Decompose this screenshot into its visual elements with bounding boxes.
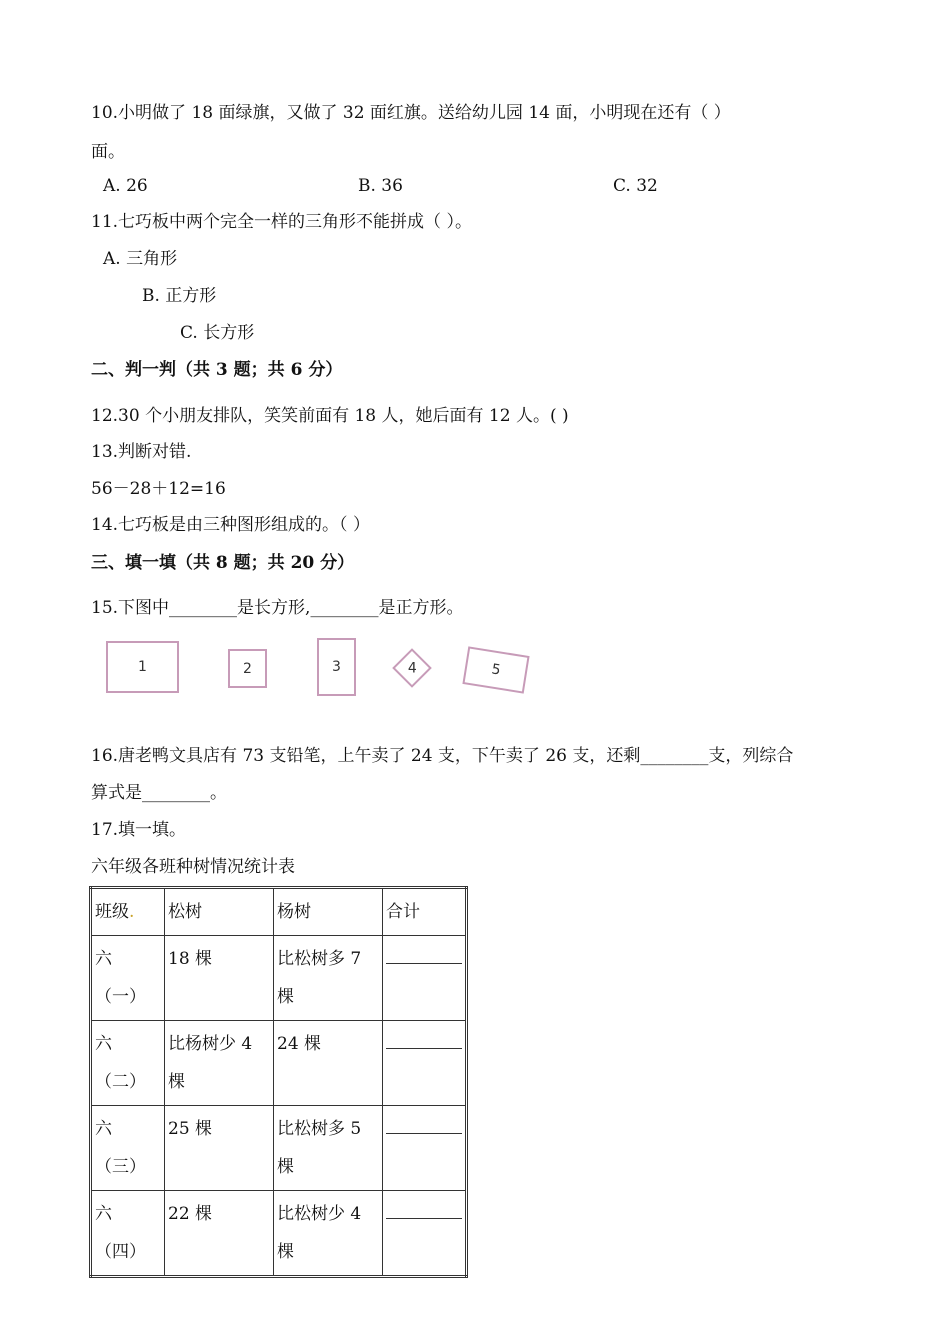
table-row	[91, 1191, 467, 1277]
pine-cell: 18 棵	[165, 936, 274, 1021]
total-blank[interactable]	[383, 936, 467, 1021]
q16-text: 16.唐老鸭文具店有 73 支铅笔，上午卖了 24 支，下午卖了 26 支，还剩________支，列综合	[91, 746, 794, 766]
header-class: 班级.	[91, 888, 165, 936]
q11-option-a: A. 三角形	[103, 249, 178, 269]
q16-text-cont: 算式是________。	[91, 783, 227, 803]
q17-table-title: 六年级各班种树情况统计表	[91, 857, 295, 877]
q17-text: 17.填一填。	[91, 820, 187, 840]
total-blank[interactable]	[383, 1191, 467, 1277]
header-total: 合计	[383, 888, 467, 936]
poplar-cell: 比松树多 5 棵	[274, 1106, 383, 1191]
shape-3-rectangle: 3	[317, 638, 356, 696]
class-cell: 六 （二）	[91, 1021, 165, 1106]
table-row	[91, 936, 467, 1021]
pine-cell: 22 棵	[165, 1191, 274, 1277]
q10-text: 10.小明做了 18 面绿旗，又做了 32 面红旗。送给幼儿园 14 面，小明现在还有（ ）	[91, 103, 731, 123]
total-blank[interactable]	[383, 1106, 467, 1191]
header-poplar: 杨树	[274, 888, 383, 936]
class-cell: 六 （一）	[91, 936, 165, 1021]
table-row	[91, 1106, 467, 1191]
q11-text: 11.七巧板中两个完全一样的三角形不能拼成（ ）。	[91, 212, 472, 232]
table-row	[91, 1021, 467, 1106]
q10-text-cont: 面。	[91, 142, 125, 162]
poplar-cell: 24 棵	[274, 1021, 383, 1106]
class-cell: 六 （四）	[91, 1191, 165, 1277]
q10-option-a: A. 26	[103, 176, 148, 196]
q15-text: 15.下图中________是长方形,________是正方形。	[91, 598, 464, 618]
shape-5-tilted-rectangle: 5	[462, 646, 529, 693]
pine-cell: 25 棵	[165, 1106, 274, 1191]
q12-text: 12.30 个小朋友排队，笑笑前面有 18 人，她后面有 12 人。( )	[91, 406, 569, 426]
q10-option-b: B. 36	[358, 176, 403, 196]
q10-option-c: C. 32	[613, 176, 658, 196]
q11-option-c: C. 长方形	[180, 323, 255, 343]
poplar-cell: 比松树多 7 棵	[274, 936, 383, 1021]
table-header-row	[91, 888, 467, 936]
tree-planting-table	[89, 886, 468, 1278]
poplar-cell: 比松树少 4 棵	[274, 1191, 383, 1277]
total-blank[interactable]	[383, 1021, 467, 1106]
shape-1-rectangle: 1	[106, 641, 179, 693]
q14-text: 14.七巧板是由三种图形组成的。（ ）	[91, 515, 370, 535]
section-3-heading: 三、填一填（共 8 题；共 20 分）	[91, 553, 355, 573]
shape-4-label: 4	[407, 659, 417, 676]
shape-2-square: 2	[228, 649, 267, 688]
q13-text: 13.判断对错.	[91, 442, 192, 462]
shape-4-diamond-wrap	[392, 648, 432, 688]
q13-expression: 56－28＋12=16	[91, 479, 226, 499]
q11-option-b: B. 正方形	[142, 286, 217, 306]
pine-cell: 比杨树少 4 棵	[165, 1021, 274, 1106]
header-pine: 松树	[165, 888, 274, 936]
section-2-heading: 二、判一判（共 3 题；共 6 分）	[91, 360, 343, 380]
shape-4-diamond	[392, 648, 432, 688]
class-cell: 六 （三）	[91, 1106, 165, 1191]
